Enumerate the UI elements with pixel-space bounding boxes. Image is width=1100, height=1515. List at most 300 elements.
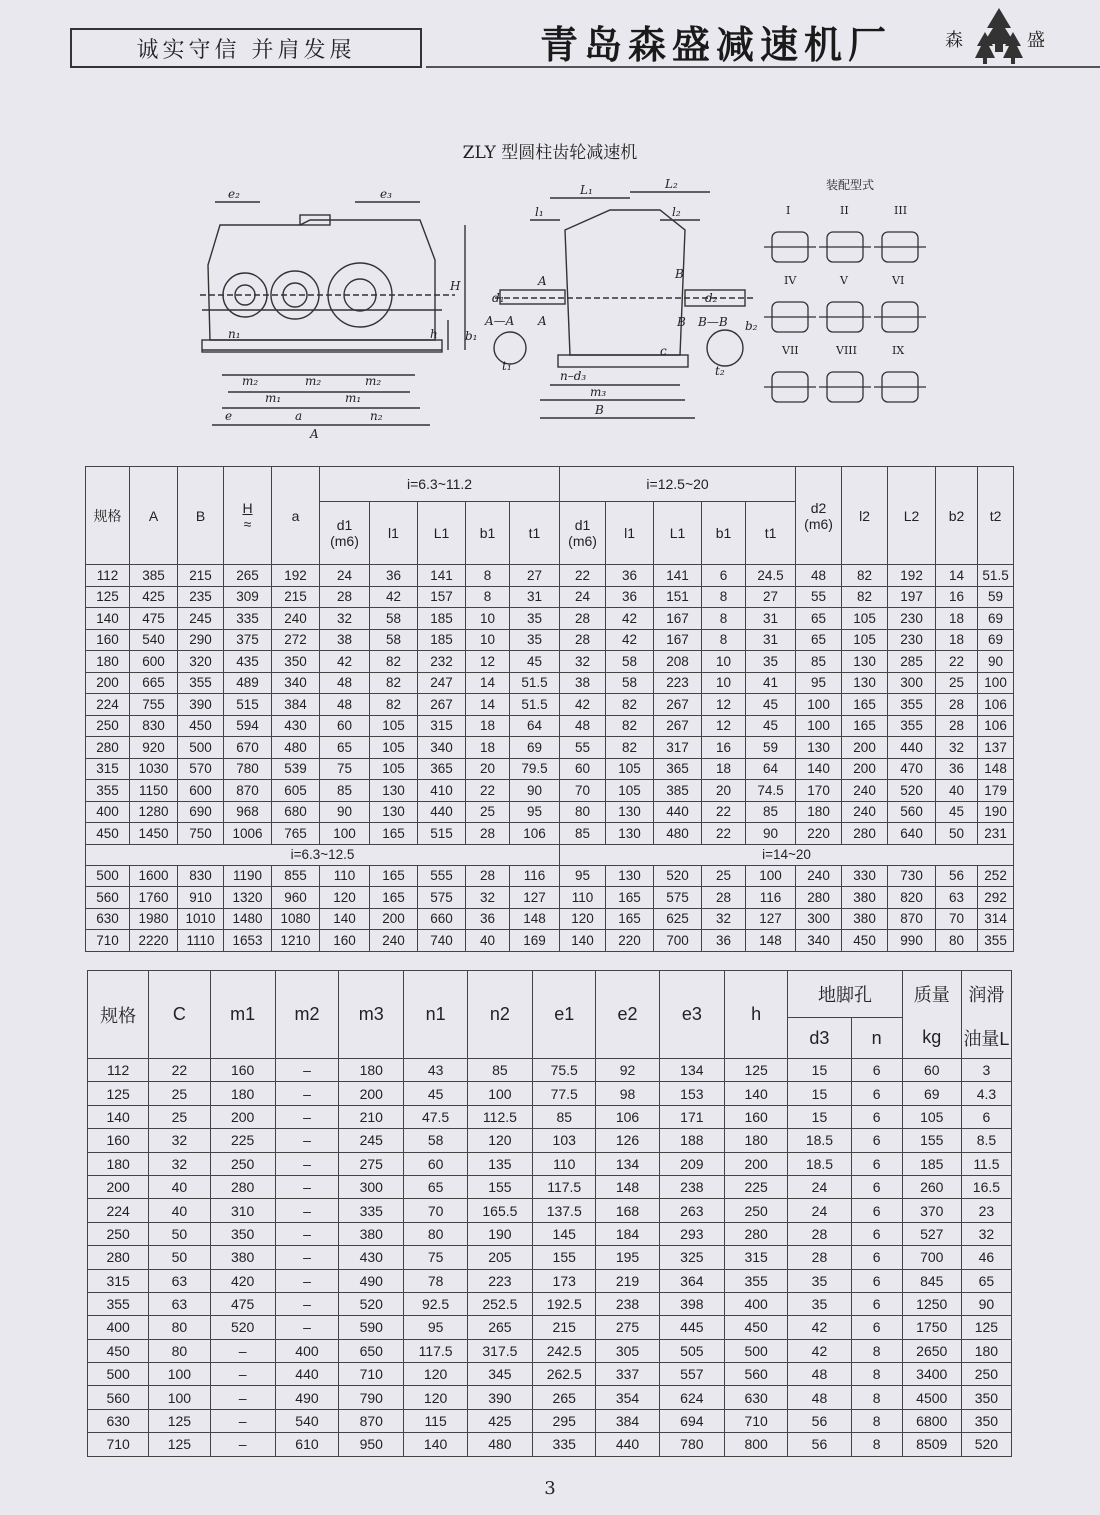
table-cell: 208	[654, 651, 702, 673]
table-cell: 625	[654, 908, 702, 930]
table-cell: 167	[654, 608, 702, 630]
table-cell: 160	[86, 629, 130, 651]
table-cell: 25	[149, 1105, 210, 1128]
table-cell: 12	[466, 651, 510, 673]
table-cell: 560	[888, 801, 936, 823]
table-cell: 960	[272, 887, 320, 909]
label-A-A: A—A	[485, 314, 515, 328]
table-cell: 4.3	[961, 1082, 1011, 1105]
t1-header-l1-g1: l1	[370, 502, 418, 565]
table-cell: 35	[746, 651, 796, 673]
table-cell: 350	[961, 1409, 1011, 1432]
table-cell: 292	[978, 887, 1014, 909]
mounting-title: 装配型式	[825, 178, 874, 192]
table-cell: 60	[404, 1152, 467, 1175]
table-cell: 272	[272, 629, 320, 651]
table-cell: 80	[560, 801, 606, 823]
table-cell: 28	[466, 865, 510, 887]
gear-reducer-drawing	[180, 170, 760, 445]
table-cell: 56	[936, 865, 978, 887]
table-cell: 82	[370, 651, 418, 673]
table-cell: 1320	[224, 887, 272, 909]
table-cell: 28	[788, 1246, 851, 1269]
table-cell: 200	[210, 1105, 275, 1128]
table-cell: 200	[842, 758, 888, 780]
table-cell: 325	[659, 1246, 724, 1269]
table-cell: 134	[596, 1152, 659, 1175]
table-cell: 120	[404, 1363, 467, 1386]
table-cell: 190	[467, 1222, 532, 1245]
table-cell: 425	[130, 586, 178, 608]
table-cell: 85	[320, 780, 370, 802]
table-cell: 445	[659, 1316, 724, 1339]
t2-header-C: C	[149, 971, 210, 1059]
table-cell: 990	[888, 930, 936, 952]
table-row	[88, 1292, 1012, 1315]
table-cell: 640	[888, 823, 936, 845]
table-cell: 165	[842, 694, 888, 716]
table-cell: 184	[596, 1222, 659, 1245]
table-cell: 275	[596, 1316, 659, 1339]
table-cell: 355	[86, 780, 130, 802]
table-cell: 575	[418, 887, 466, 909]
table-cell: 135	[467, 1152, 532, 1175]
table-cell: 624	[659, 1386, 724, 1409]
table-cell: 6	[851, 1059, 902, 1082]
table-row	[88, 1246, 1012, 1269]
table-cell: 125	[725, 1059, 788, 1082]
t2-header-e3: e3	[659, 971, 724, 1059]
table-cell: 1010	[178, 908, 224, 930]
table-cell: 740	[418, 930, 466, 952]
table-cell: 600	[130, 651, 178, 673]
table-cell: 141	[418, 565, 466, 587]
table-cell: 8	[702, 586, 746, 608]
table-cell: 41	[746, 672, 796, 694]
table-cell: 8	[851, 1386, 902, 1409]
table-cell: 400	[725, 1292, 788, 1315]
table-cell: 223	[654, 672, 702, 694]
table-cell: 340	[796, 930, 842, 952]
table-cell: 320	[178, 651, 224, 673]
table-cell: 220	[606, 930, 654, 952]
table-cell: 10	[702, 672, 746, 694]
table-cell: 160	[210, 1059, 275, 1082]
table-cell: 410	[418, 780, 466, 802]
table-cell: 20	[702, 780, 746, 802]
table-row	[88, 1433, 1012, 1456]
table-cell: 440	[418, 801, 466, 823]
table-cell: 110	[533, 1152, 596, 1175]
table-cell: 1750	[902, 1316, 961, 1339]
table-cell: 18	[702, 758, 746, 780]
label-B-1: B	[675, 267, 684, 281]
label-d2: d₂	[705, 291, 718, 305]
table-cell: 440	[888, 737, 936, 759]
table-cell: 250	[210, 1152, 275, 1175]
table-cell: 46	[961, 1246, 1011, 1269]
table-cell: 10	[466, 629, 510, 651]
table-cell: 134	[659, 1059, 724, 1082]
table-row	[86, 801, 1014, 823]
table-cell: 32	[560, 651, 606, 673]
label-n2: n₂	[370, 409, 383, 423]
table-cell: 137.5	[533, 1199, 596, 1222]
table-cell: 240	[842, 801, 888, 823]
table-cell: 520	[654, 865, 702, 887]
table-cell: 600	[178, 780, 224, 802]
table-cell: 267	[654, 715, 702, 737]
t1-body-b	[86, 865, 1014, 951]
table-cell: 22	[936, 651, 978, 673]
table-cell: 110	[320, 865, 370, 887]
table-cell: 28	[466, 823, 510, 845]
table-cell: 6	[851, 1269, 902, 1292]
table-cell: 170	[796, 780, 842, 802]
table-cell: 95	[796, 672, 842, 694]
table-cell: 10	[466, 608, 510, 630]
label-h: h	[430, 327, 438, 341]
table-cell: 315	[725, 1246, 788, 1269]
t2-header-e2: e2	[596, 971, 659, 1059]
table-cell: 2220	[130, 930, 178, 952]
table-cell: 337	[596, 1363, 659, 1386]
table-cell: 40	[936, 780, 978, 802]
table-cell: 45	[404, 1082, 467, 1105]
table-row	[86, 651, 1014, 673]
table-cell: 192	[272, 565, 320, 587]
table-cell: 6	[851, 1292, 902, 1315]
table-cell: 125	[88, 1082, 149, 1105]
table-cell: 330	[842, 865, 888, 887]
table-cell: 280	[796, 887, 842, 909]
table-cell: 232	[418, 651, 466, 673]
table-cell: 31	[746, 608, 796, 630]
table-cell: 115	[404, 1409, 467, 1432]
table-cell: 8.5	[961, 1129, 1011, 1152]
table-cell: 275	[339, 1152, 404, 1175]
t1-header-spec: 规格	[86, 467, 130, 565]
table-cell: 375	[224, 629, 272, 651]
mount-label-4: IV	[784, 274, 797, 287]
table-cell: 400	[86, 801, 130, 823]
label-b2: b₂	[745, 319, 758, 333]
table-cell: 215	[178, 565, 224, 587]
table-cell: 1150	[130, 780, 178, 802]
table-cell: 730	[888, 865, 936, 887]
t1-header-d2	[796, 467, 842, 565]
label-a: a	[295, 409, 303, 423]
table-cell: 173	[533, 1269, 596, 1292]
table-cell: 242.5	[533, 1339, 596, 1362]
table-cell: 710	[339, 1363, 404, 1386]
table-cell: 650	[339, 1339, 404, 1362]
table-cell: 380	[842, 908, 888, 930]
table-cell: 200	[88, 1175, 149, 1198]
label-c: c	[660, 344, 667, 358]
table-cell: 8	[851, 1409, 902, 1432]
table-cell: 6	[851, 1316, 902, 1339]
table-cell: 8	[851, 1339, 902, 1362]
table-cell: 700	[654, 930, 702, 952]
table-cell: 910	[178, 887, 224, 909]
t2-header-n: n	[851, 1018, 902, 1059]
table-cell: 85	[796, 651, 842, 673]
table-cell: 475	[210, 1292, 275, 1315]
table-cell: 74.5	[746, 780, 796, 802]
table-cell: 82	[370, 694, 418, 716]
table-row	[86, 887, 1014, 909]
label-B: B	[595, 403, 604, 417]
table-cell: 557	[659, 1363, 724, 1386]
table-cell: 450	[842, 930, 888, 952]
table-cell: 305	[596, 1339, 659, 1362]
table-cell: 140	[320, 908, 370, 930]
table-cell: 82	[606, 694, 654, 716]
table-cell: 8	[466, 586, 510, 608]
table-cell: 968	[224, 801, 272, 823]
table-cell: 1006	[224, 823, 272, 845]
table-cell: 317	[654, 737, 702, 759]
table-cell: 355	[978, 930, 1014, 952]
table-cell: –	[275, 1129, 338, 1152]
t2-header-spec: 规格	[88, 971, 149, 1059]
table-cell: 24	[788, 1175, 851, 1198]
table-cell: 103	[533, 1129, 596, 1152]
table-cell: 1250	[902, 1292, 961, 1315]
table-cell: 65	[404, 1175, 467, 1198]
table-cell: 28	[560, 608, 606, 630]
table-cell: 425	[467, 1409, 532, 1432]
table-cell: 267	[654, 694, 702, 716]
table-cell: 520	[961, 1433, 1011, 1456]
table-cell: 555	[418, 865, 466, 887]
table-cell: 90	[320, 801, 370, 823]
table-cell: 6	[851, 1152, 902, 1175]
table-cell: 28	[560, 629, 606, 651]
table-cell: 830	[130, 715, 178, 737]
table-cell: 790	[339, 1386, 404, 1409]
table-cell: 490	[339, 1269, 404, 1292]
table-cell: 80	[936, 930, 978, 952]
label-m2-a: m₂	[242, 374, 259, 388]
table-cell: 192.5	[533, 1292, 596, 1315]
table-cell: 340	[418, 737, 466, 759]
table-cell: 120	[560, 908, 606, 930]
table-cell: 355	[888, 715, 936, 737]
table-cell: –	[275, 1105, 338, 1128]
table-cell: 95	[510, 801, 560, 823]
table-cell: –	[275, 1082, 338, 1105]
table-cell: 435	[224, 651, 272, 673]
table-cell: 540	[130, 629, 178, 651]
table-cell: 22	[702, 823, 746, 845]
table-cell: 8	[702, 629, 746, 651]
company-logo	[945, 6, 1055, 68]
table-cell: 1030	[130, 758, 178, 780]
table-cell: 8509	[902, 1433, 961, 1456]
table-cell: 140	[404, 1433, 467, 1456]
table-cell: 1110	[178, 930, 224, 952]
table-cell: 575	[654, 887, 702, 909]
table-cell: 870	[888, 908, 936, 930]
table-cell: 58	[404, 1129, 467, 1152]
table-cell: 185	[902, 1152, 961, 1175]
label-H: H	[450, 279, 461, 293]
table-cell: 240	[272, 608, 320, 630]
table-cell: 870	[339, 1409, 404, 1432]
table-cell: 130	[606, 865, 654, 887]
table-cell: 50	[149, 1246, 210, 1269]
table-cell: 116	[746, 887, 796, 909]
table-cell: 48	[788, 1363, 851, 1386]
t1-header-L1-g1: L1	[418, 502, 466, 565]
table-cell: 153	[659, 1082, 724, 1105]
table-cell: 28	[936, 715, 978, 737]
table-cell: 215	[272, 586, 320, 608]
label-m2-c: m₂	[365, 374, 382, 388]
table-cell: 225	[210, 1129, 275, 1152]
table-cell: 365	[418, 758, 466, 780]
t1-header-L1-g2: L1	[654, 502, 702, 565]
table-cell: 95	[560, 865, 606, 887]
table-cell: 630	[88, 1409, 149, 1432]
table-cell: 90	[961, 1292, 1011, 1315]
table-cell: 440	[275, 1363, 338, 1386]
t2-header-lube: 润滑	[961, 971, 1011, 1018]
mount-label-8: VIII	[836, 344, 857, 357]
table-cell: 16.5	[961, 1175, 1011, 1198]
label-e: e	[225, 409, 233, 423]
table-row	[88, 1199, 1012, 1222]
table-row	[88, 1339, 1012, 1362]
table-cell: 31	[510, 586, 560, 608]
table-cell: 137	[978, 737, 1014, 759]
table-cell: 390	[178, 694, 224, 716]
table-cell: 238	[659, 1175, 724, 1198]
t1-subgroup-1: i=6.3~12.5	[86, 844, 560, 865]
table-cell: 300	[339, 1175, 404, 1198]
t1-header-b1-g1: b1	[466, 502, 510, 565]
table-cell: 505	[659, 1339, 724, 1362]
table-cell: 6	[851, 1105, 902, 1128]
table-cell: 710	[86, 930, 130, 952]
table-cell: 106	[510, 823, 560, 845]
table-cell: 16	[936, 586, 978, 608]
table-cell: 750	[178, 823, 224, 845]
table-cell: 22	[466, 780, 510, 802]
table-cell: 18	[936, 608, 978, 630]
table-cell: 430	[339, 1246, 404, 1269]
table-cell: 100	[149, 1363, 210, 1386]
table-cell: 665	[130, 672, 178, 694]
table-cell: 350	[961, 1386, 1011, 1409]
table-cell: 8	[466, 565, 510, 587]
t2-header-n1: n1	[404, 971, 467, 1059]
table-cell: –	[275, 1199, 338, 1222]
table-cell: 200	[339, 1082, 404, 1105]
table-cell: 18	[466, 715, 510, 737]
table-cell: 300	[796, 908, 842, 930]
table-cell: 250	[961, 1363, 1011, 1386]
table-cell: 165	[842, 715, 888, 737]
table-cell: 165	[370, 865, 418, 887]
mount-label-6: VI	[892, 274, 905, 287]
table-cell: 489	[224, 672, 272, 694]
table-cell: 240	[842, 780, 888, 802]
table-row	[86, 694, 1014, 716]
table-cell: 40	[149, 1199, 210, 1222]
table-cell: 35	[510, 629, 560, 651]
table-cell: 48	[320, 694, 370, 716]
table-cell: 590	[339, 1316, 404, 1339]
table-cell: 355	[178, 672, 224, 694]
table-cell: 32	[149, 1129, 210, 1152]
table-row	[88, 1152, 1012, 1175]
t1-subheader	[86, 844, 1014, 865]
table-cell: 8	[851, 1433, 902, 1456]
table-cell: 100	[978, 672, 1014, 694]
table-cell: 48	[320, 672, 370, 694]
table-cell: 660	[418, 908, 466, 930]
table-cell: 58	[606, 672, 654, 694]
table-cell: 24.5	[746, 565, 796, 587]
table-cell: 24	[320, 565, 370, 587]
table-cell: 25	[936, 672, 978, 694]
table-cell: 130	[370, 780, 418, 802]
table-row	[86, 715, 1014, 737]
table-cell: 55	[796, 586, 842, 608]
table-cell: 43	[404, 1059, 467, 1082]
table-cell: 1760	[130, 887, 178, 909]
table-cell: –	[210, 1409, 275, 1432]
table-cell: 69	[978, 629, 1014, 651]
t2-header-m1: m1	[210, 971, 275, 1059]
label-l2: l₂	[672, 205, 681, 219]
table-cell: –	[275, 1292, 338, 1315]
table-cell: 24	[788, 1199, 851, 1222]
table-cell: –	[210, 1433, 275, 1456]
table-cell: 15	[788, 1082, 851, 1105]
table-cell: 4500	[902, 1386, 961, 1409]
table-cell: 560	[88, 1386, 149, 1409]
t2-body	[88, 1059, 1012, 1457]
table-cell: 75.5	[533, 1059, 596, 1082]
table-cell: 450	[88, 1339, 149, 1362]
table-cell: 1480	[224, 908, 272, 930]
table-cell: 8	[702, 608, 746, 630]
table-cell: 32	[320, 608, 370, 630]
table-cell: 51.5	[510, 694, 560, 716]
table-cell: 80	[404, 1222, 467, 1245]
table-cell: 6	[702, 565, 746, 587]
table-cell: 400	[275, 1339, 338, 1362]
table-cell: 380	[842, 887, 888, 909]
table-cell: –	[275, 1269, 338, 1292]
t2-header-m2: m2	[275, 971, 338, 1059]
t1-body-a	[86, 565, 1014, 845]
table-cell: 130	[796, 737, 842, 759]
table-cell: 3	[961, 1059, 1011, 1082]
table-cell: 15	[788, 1059, 851, 1082]
table-cell: 51.5	[510, 672, 560, 694]
table-cell: 280	[86, 737, 130, 759]
table-cell: 28	[788, 1222, 851, 1245]
table-cell: 3400	[902, 1363, 961, 1386]
mount-label-3: III	[894, 204, 908, 217]
table-cell: 1653	[224, 930, 272, 952]
table-cell: 40	[149, 1175, 210, 1198]
